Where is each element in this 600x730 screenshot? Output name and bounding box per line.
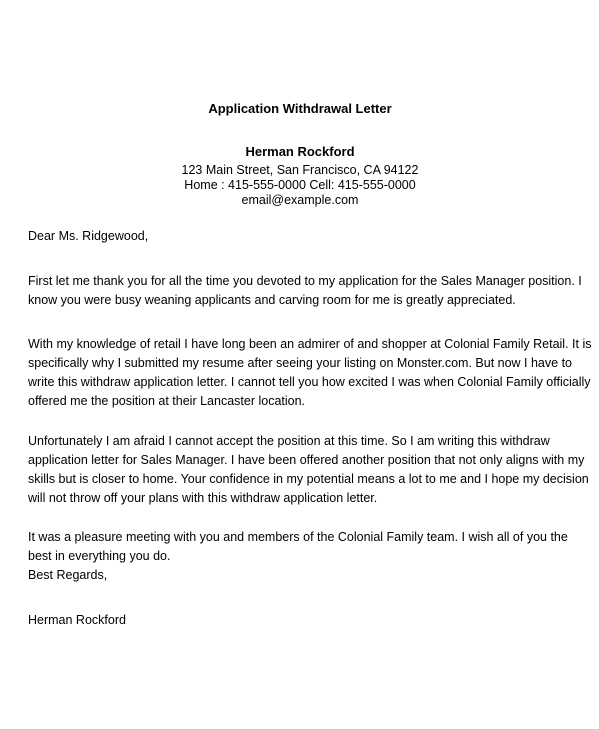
paragraph-line: application letter for Sales Manager. I have been offered another position that not only aligns with my bbox=[28, 453, 585, 467]
paragraph-line: Unfortunately I am afraid I cannot accept the position at this time. So I am writing this withdraw bbox=[28, 434, 550, 448]
paragraph-line: skills but is closer to home. Your confidence in my potential means a lot to me and I hope my decision bbox=[28, 472, 589, 486]
paragraph-line: offered me the position at their Lancaster location. bbox=[28, 394, 306, 408]
letter-title: Application Withdrawal Letter bbox=[208, 101, 392, 116]
sender-phones: Home : 415-555-0000 Cell: 415-555-0000 bbox=[184, 178, 416, 192]
paragraph-line: It was a pleasure meeting with you and members of the Colonial Family team. I wish all of you the bbox=[28, 530, 568, 544]
closing: Best Regards, bbox=[28, 568, 108, 582]
paragraph-line: specifically why I submitted my resume after seeing your listing on Monster.com. But now I have to bbox=[28, 356, 572, 370]
sender-email: email@example.com bbox=[241, 193, 359, 207]
paragraph-line: best in everything you do. bbox=[28, 549, 171, 563]
sender-contact-block bbox=[0, 163, 600, 208]
paragraph-1 bbox=[28, 272, 580, 310]
paragraph-line: will not throw off your plans with this withdraw application letter. bbox=[28, 491, 378, 505]
paragraph-line: write this withdraw application letter. I cannot tell you how excited I was when Colonial Family officially bbox=[28, 375, 591, 389]
signature-name: Herman Rockford bbox=[28, 613, 126, 627]
paragraph-4 bbox=[28, 528, 580, 566]
paragraph-line: know you were busy weaning applicants and carving room for me is greatly appreciated. bbox=[28, 293, 516, 307]
sender-name: Herman Rockford bbox=[245, 144, 355, 159]
sender-address: 123 Main Street, San Francisco, CA 94122 bbox=[181, 163, 419, 177]
paragraph-2 bbox=[28, 335, 592, 411]
paragraph-line: First let me thank you for all the time you devoted to my application for the Sales Manager position. I bbox=[28, 274, 582, 288]
salutation: Dear Ms. Ridgewood, bbox=[28, 229, 149, 243]
paragraph-3 bbox=[28, 432, 589, 508]
paragraph-line: With my knowledge of retail I have long been an admirer of and shopper at Colonial Family Retail. It is bbox=[28, 337, 592, 351]
